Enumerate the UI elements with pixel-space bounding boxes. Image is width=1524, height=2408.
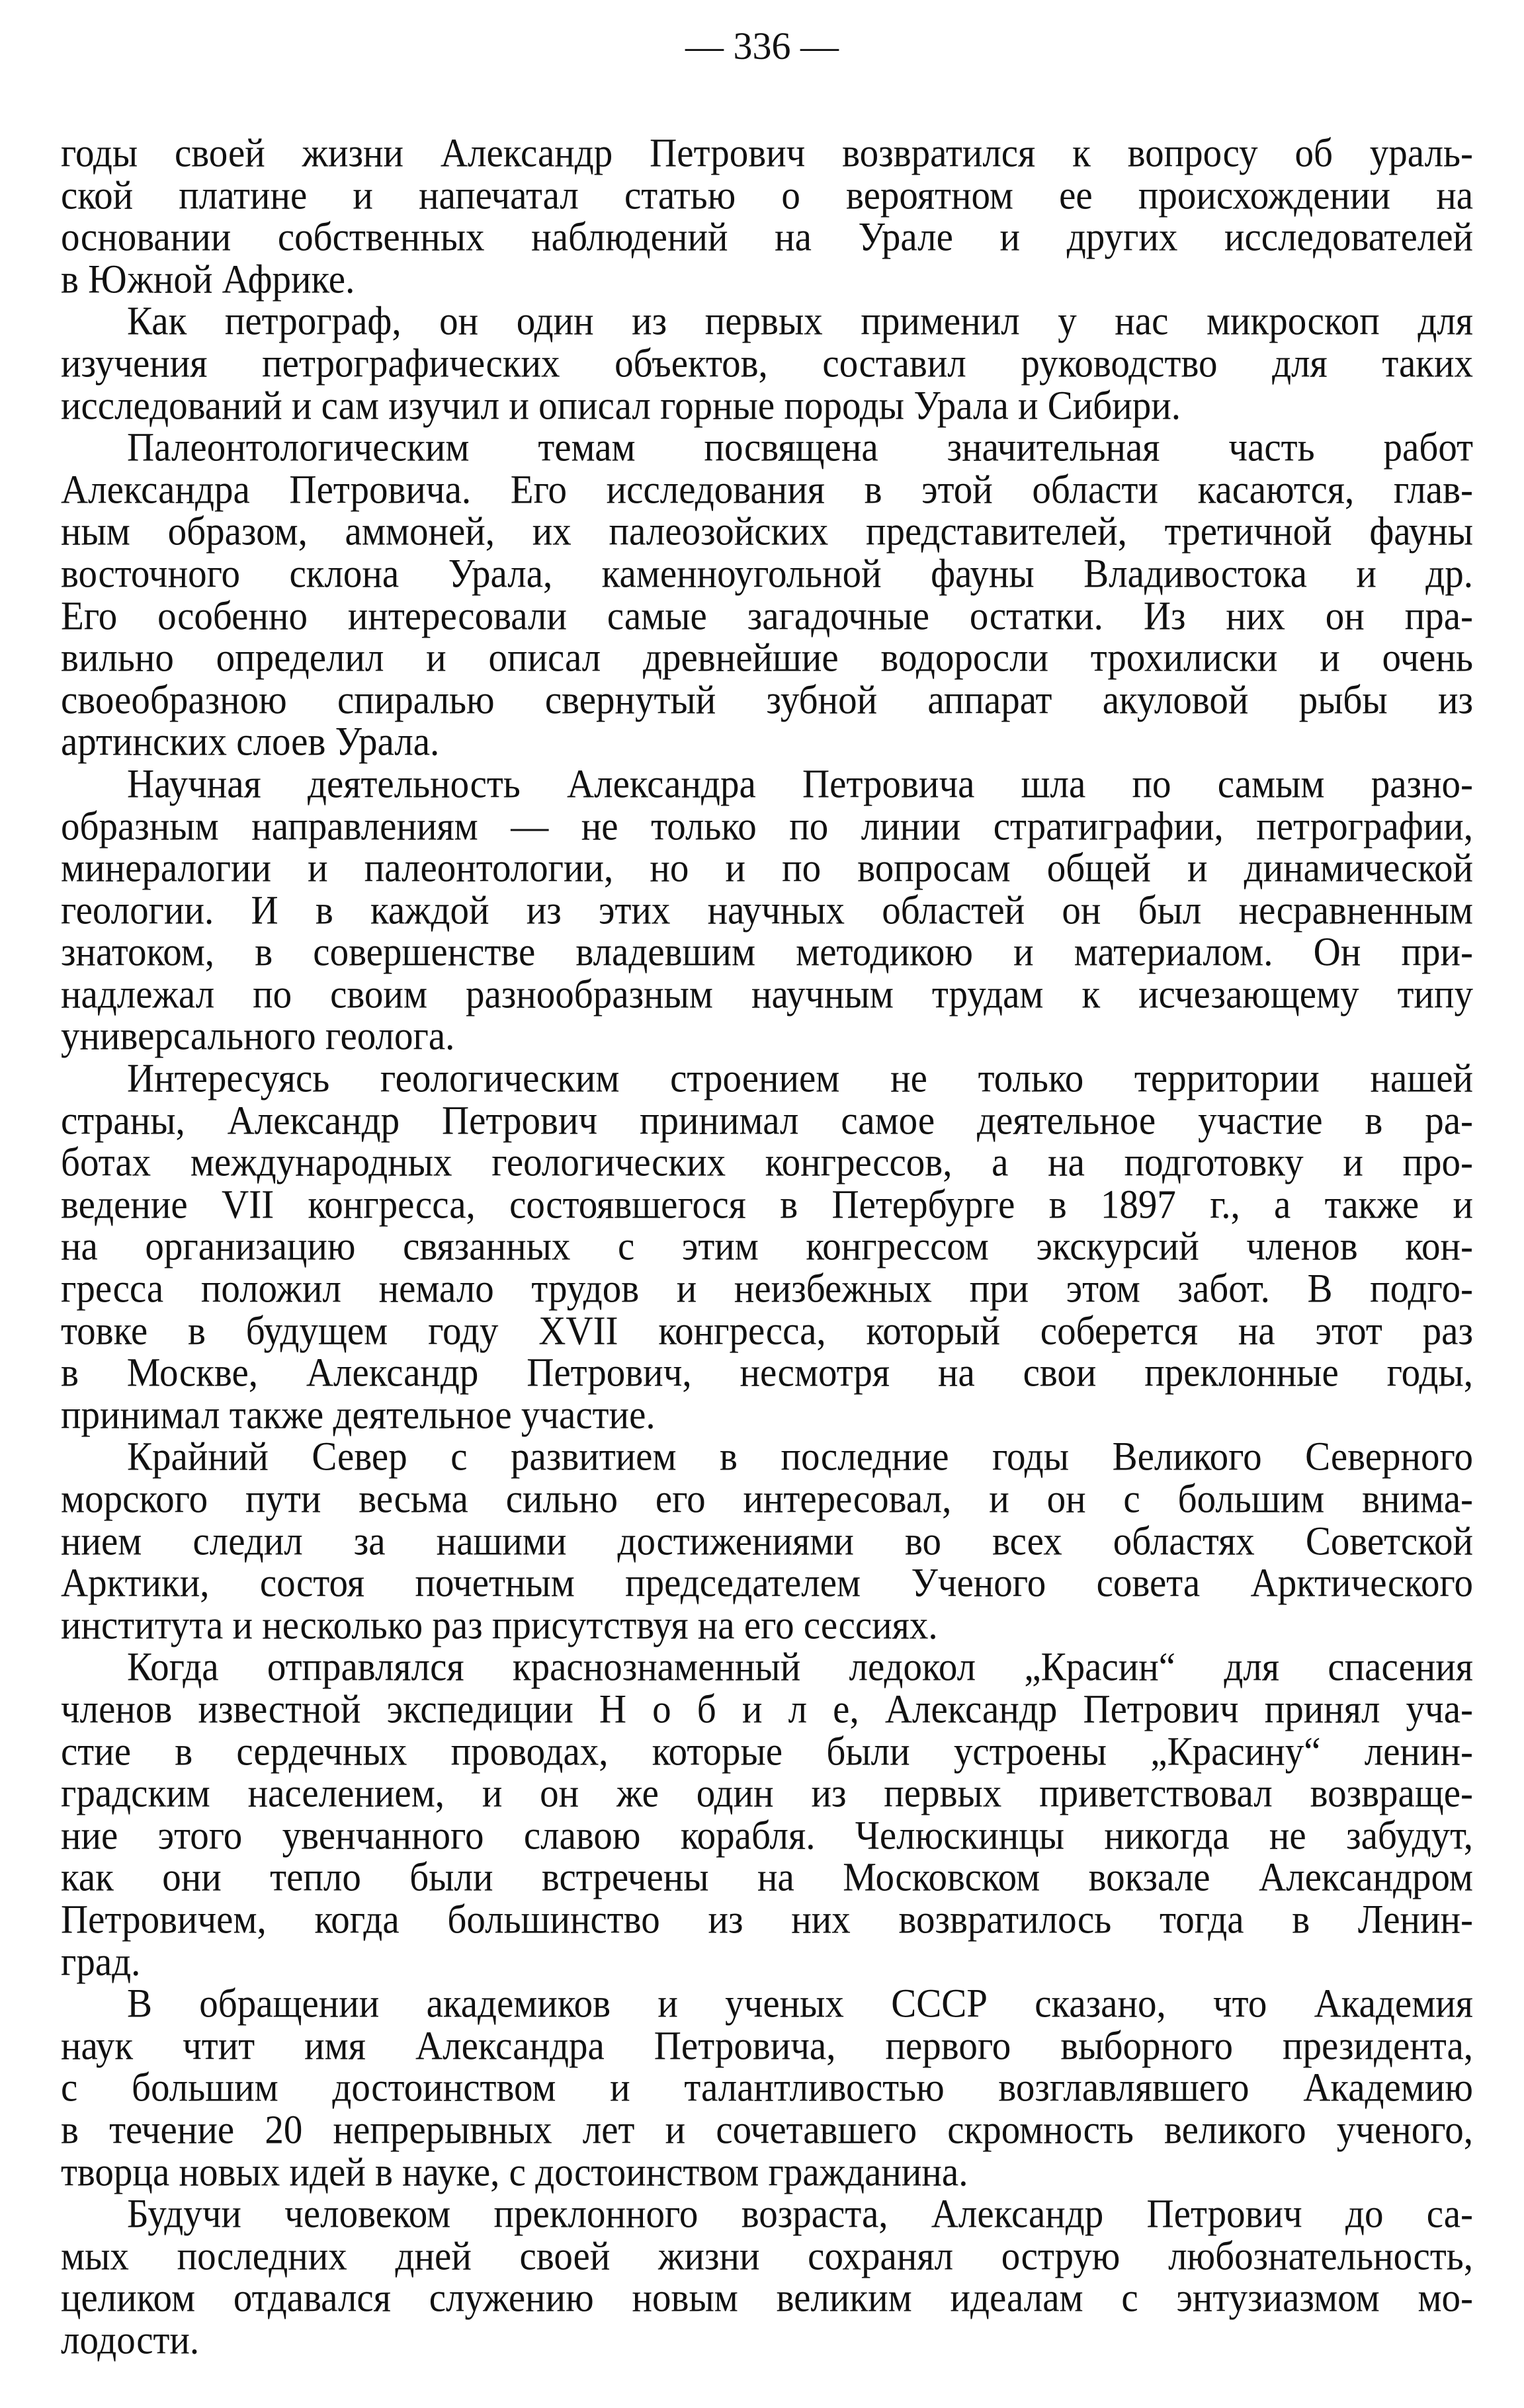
text-line: артинских слоев Урала. — [61, 719, 440, 765]
text-line: ской платине и напечатал статью о вероятном ее происхождении на — [61, 173, 1473, 218]
text-line: членов известной экспедиции Н о б и л е, Александр Петрович принял уча- — [61, 1686, 1473, 1732]
text-line: надлежал по своим разнообразным научным трудам к исчезающему типу — [61, 972, 1473, 1017]
text-line: Научная деятельность Александра Петровича шла по самым разно- — [127, 761, 1473, 807]
text-line: Палеонтологическим темам посвящена значительная часть работ — [127, 425, 1473, 470]
text-line: Будучи человеком преклонного возраста, Александр Петрович до са- — [127, 2191, 1473, 2237]
text-line: ние этого увенчанного славою корабля. Челюскинцы никогда не забудут, — [61, 1813, 1473, 1858]
paragraph — [61, 132, 1473, 300]
text-line: В обращении академиков и ученых СССР сказано, что Академия — [127, 1981, 1473, 2026]
text-line: знатоком, в совершенстве владевшим методикою и материалом. Он при- — [61, 929, 1473, 975]
text-line: в Москве, Александр Петрович, несмотря на свои преклонные годы, — [61, 1350, 1473, 1395]
text-line: в течение 20 непрерывных лет и сочетавшего скромность великого ученого, — [61, 2107, 1473, 2153]
text-line: своеобразною спиралью свернутый зубной аппарат акуловой рыбы из — [61, 677, 1473, 723]
text-line: градским населением, и он же один из первых приветствовал возвраще- — [61, 1770, 1473, 1816]
text-line: творца новых идей в науке, с достоинством гражданина. — [61, 2149, 968, 2194]
paragraph — [61, 1436, 1473, 1646]
text-line: наук чтит имя Александра Петровича, первого выборного президента, — [61, 2023, 1473, 2069]
paragraph — [61, 2193, 1473, 2361]
text-line: Петровичем, когда большинство из них возвратилось тогда в Ленин- — [61, 1897, 1473, 1942]
text-line: Крайний Север с развитием в последние годы Великого Северного — [127, 1434, 1473, 1479]
text-line: ведение VII конгресса, состоявшегося в Петербурге в 1897 г., а также и — [61, 1182, 1473, 1227]
paragraph — [61, 427, 1473, 763]
page-number: — 336 — — [685, 24, 839, 67]
text-line: Как петрограф, он один из первых применил у нас микроскоп для — [127, 298, 1473, 344]
paragraph — [61, 1983, 1473, 2193]
text-line: Его особенно интересовали самые загадочные остатки. Из них он пра- — [61, 593, 1473, 639]
text-line: ным образом, аммоней, их палеозойских представителей, третичной фауны — [61, 509, 1473, 554]
text-line: Когда отправлялся краснознаменный ледокол „Красин“ для спасения — [127, 1644, 1473, 1690]
text-line: Арктики, состоя почетным председателем Ученого совета Арктического — [61, 1560, 1473, 1606]
text-line: град. — [61, 1938, 141, 1985]
text-line: образным направлениям — не только по линии стратиграфии, петрографии, — [61, 803, 1473, 849]
text-line: исследований и сам изучил и описал горные породы Урала и Сибири. — [61, 383, 1181, 429]
text-line: основании собственных наблюдений на Урале и других исследователей — [61, 214, 1473, 260]
text-line: восточного склона Урала, каменноугольной фауны Владивостока и др. — [61, 551, 1473, 597]
text-line: морского пути весьма сильно его интересовал, и он с большим внима- — [61, 1476, 1473, 1522]
text-line: на организацию связанных с этим конгрессом экскурсий членов кон- — [61, 1224, 1473, 1269]
paragraph — [61, 763, 1473, 1058]
paragraph — [61, 1058, 1473, 1436]
text-line: целиком отдавался служению новым великим идеалам с энтузиазмом мо- — [61, 2275, 1473, 2321]
text-line: страны, Александр Петрович принимал самое деятельное участие в ра- — [61, 1098, 1473, 1143]
text-line: минералогии и палеонтологии, но и по вопросам общей и динамической — [61, 845, 1473, 891]
text-line: института и несколько раз присутствуя на его сессиях. — [61, 1602, 938, 1648]
text-line: ботах международных геологических конгрессов, а на подготовку и про- — [61, 1140, 1473, 1185]
text-line: принимал также деятельное участие. — [61, 1392, 656, 1438]
text-line: Александра Петровича. Его исследования в этой области касаются, глав- — [61, 467, 1473, 513]
text-line: стие в сердечных проводах, которые были устроены „Красину“ ленин- — [61, 1729, 1473, 1774]
paragraph — [61, 300, 1473, 427]
text-line: товке в будущем году XVII конгресса, который соберется на этот раз — [61, 1308, 1473, 1354]
text-line: Интересуясь геологическим строением не только территории нашей — [127, 1056, 1473, 1101]
text-line: нием следил за нашими достижениями во всех областях Советской — [61, 1518, 1473, 1564]
text-line: гресса положил немало трудов и неизбежных при этом забот. В подго- — [61, 1266, 1473, 1311]
text-line: с большим достоинством и талантливостью возглавлявшего Академию — [61, 2065, 1473, 2110]
text-line: мых последних дней своей жизни сохранял острую любознательность, — [61, 2233, 1473, 2279]
page-body-text — [61, 132, 1473, 2361]
text-line: в Южной Африке. — [61, 257, 355, 302]
paragraph — [61, 1646, 1473, 1983]
text-line: геологии. И в каждой из этих научных областей он был несравненным — [61, 888, 1473, 933]
text-line: изучения петрографических объектов, составил руководство для таких — [61, 341, 1473, 386]
text-line: универсального геолога. — [61, 1013, 455, 1059]
text-line: годы своей жизни Александр Петрович возвратился к вопросу об ураль- — [61, 130, 1473, 176]
text-line: как они тепло были встречены на Московском вокзале Александром — [61, 1854, 1473, 1900]
text-line: лодости. — [61, 2317, 200, 2363]
text-line: вильно определил и описал древнейшие водоросли трохилиски и очень — [61, 635, 1473, 681]
